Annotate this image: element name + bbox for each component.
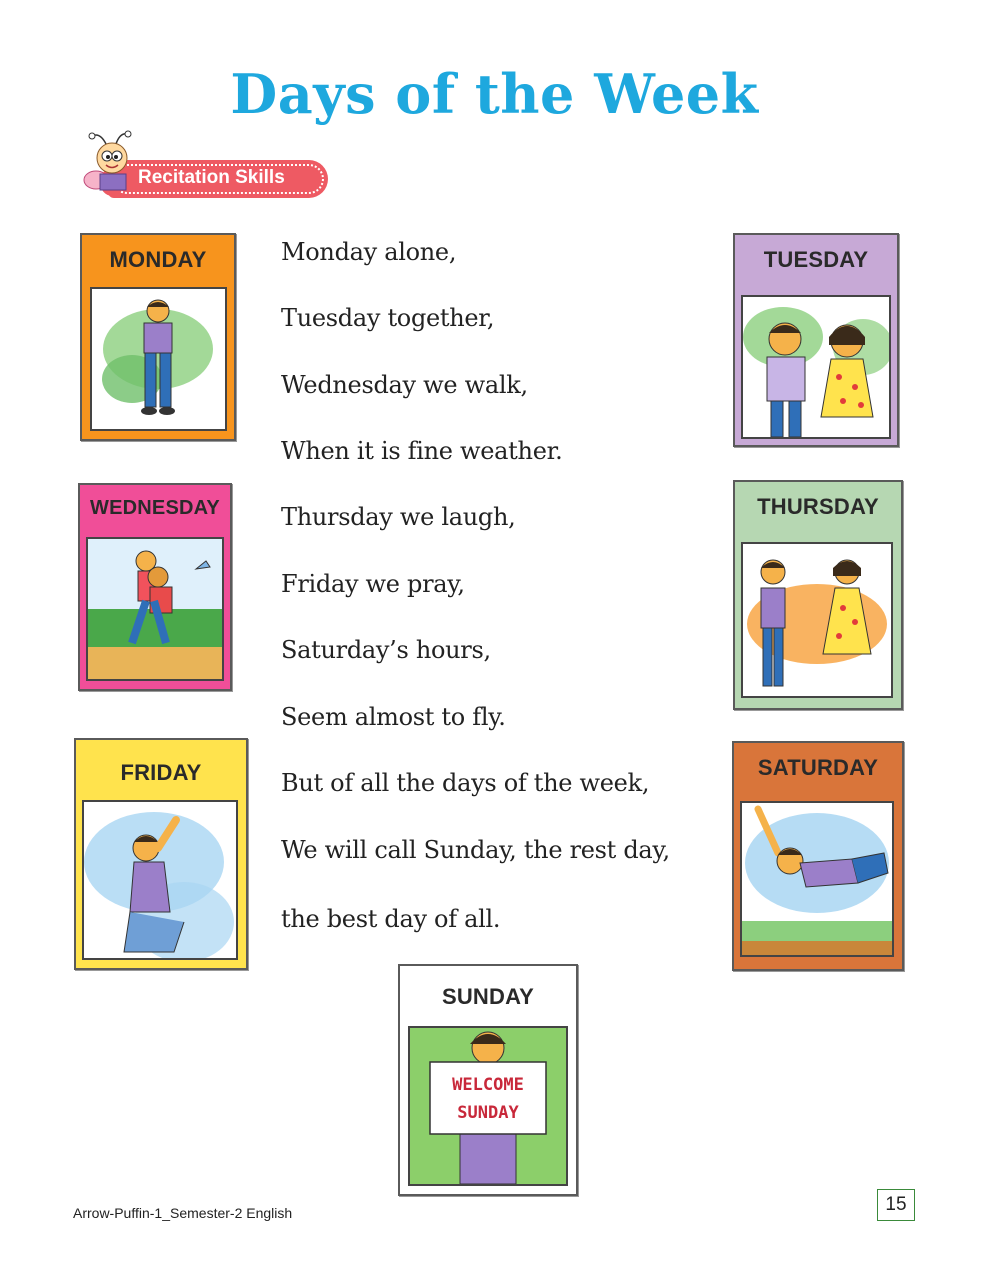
card-tuesday	[733, 233, 899, 447]
card-saturday	[732, 741, 904, 971]
card-monday	[80, 233, 236, 441]
wednesday-illustration	[86, 537, 224, 681]
poem-line: We will call Sunday, the rest day,	[281, 836, 670, 864]
card-label-wednesday: WEDNESDAY	[90, 497, 220, 519]
card-friday	[74, 738, 248, 970]
page-title: Days of the Week	[230, 62, 759, 126]
saturday-illustration	[740, 801, 894, 957]
section-badge	[84, 128, 334, 204]
bee-mascot-icon	[82, 130, 144, 202]
sunday-sign-line-1: WELCOME	[452, 1075, 524, 1095]
card-label-tuesday: TUESDAY	[763, 247, 869, 272]
poem-line: Saturday’s hours,	[281, 636, 491, 664]
monday-illustration	[90, 287, 227, 431]
thursday-illustration	[741, 542, 893, 698]
card-sunday	[398, 964, 578, 1196]
card-wednesday	[78, 483, 232, 691]
poem-line: Friday we pray,	[281, 570, 465, 598]
badge-label: Recitation Skills	[138, 167, 285, 188]
poem-line: Seem almost to fly.	[281, 703, 506, 731]
sunday-illustration	[408, 1026, 568, 1186]
page-number: 15	[877, 1189, 915, 1221]
card-thursday	[733, 480, 903, 710]
footer-text: Arrow-Puffin-1_Semester-2 English	[73, 1205, 293, 1221]
poem-line: the best day of all.	[281, 905, 501, 933]
friday-illustration	[82, 800, 238, 960]
card-label-friday: FRIDAY	[120, 760, 202, 785]
poem-line: But of all the days of the week,	[281, 769, 650, 797]
card-label-monday: MONDAY	[109, 247, 207, 272]
card-label-sunday: SUNDAY	[441, 984, 535, 1009]
poem-line: Thursday we laugh,	[281, 503, 516, 531]
poem-line: Monday alone,	[281, 238, 457, 266]
poem-line: When it is fine weather.	[281, 437, 563, 465]
poem-line: Tuesday together,	[281, 304, 495, 332]
card-label-saturday: SATURDAY	[757, 755, 879, 780]
card-label-thursday: THURSDAY	[757, 494, 879, 519]
sunday-sign-line-2: SUNDAY	[457, 1103, 519, 1123]
tuesday-illustration	[741, 295, 891, 439]
poem-line: Wednesday we walk,	[281, 371, 528, 399]
